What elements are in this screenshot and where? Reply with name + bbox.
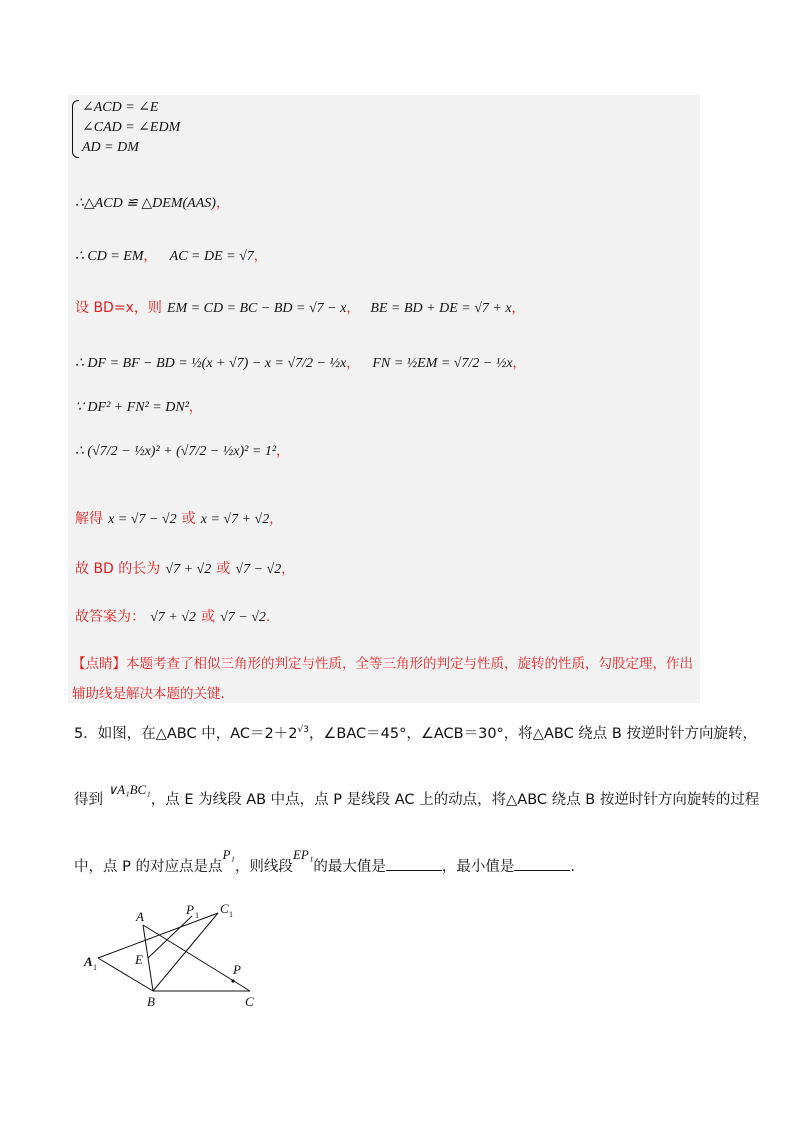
congruent-line xyxy=(75,192,229,212)
q-line2-sym: ∨A₁BC₁ xyxy=(107,782,151,797)
solve-line xyxy=(75,508,282,528)
segment-a1b xyxy=(98,958,153,991)
fn-punc: ， xyxy=(512,356,526,371)
label-p1-sub: 1 xyxy=(195,911,199,920)
cd-em-line xyxy=(75,245,267,265)
q-line1-b: ，∠BAC＝45°，∠ACB＝30°，将△ABC 绕点 B 按逆时针方向旋转， xyxy=(308,726,757,742)
because-punc: ， xyxy=(188,400,202,415)
q-line3-a: 中，点 P 的对应点是点 xyxy=(74,859,223,875)
label-a1-sub: 1 xyxy=(93,963,97,972)
square-line xyxy=(75,440,289,460)
ac-de-punc: ， xyxy=(253,249,267,264)
solve-x1: x = √7 − √2 xyxy=(108,512,177,527)
q-line2-a: 得到 xyxy=(74,792,103,808)
label-c: C xyxy=(245,994,254,1009)
cd-em-punc: ， xyxy=(143,249,157,264)
q-line3-b: ，则线段 xyxy=(234,859,293,875)
q-line3-d: ，最小值是 xyxy=(441,859,515,875)
be-expr: BE = BD + DE = √7 + x xyxy=(370,301,512,316)
system-line-1: ∠ACD = ∠E xyxy=(82,100,159,115)
be-punc: ， xyxy=(511,301,525,316)
bd-label: 故 BD 的长为 xyxy=(75,561,161,577)
congruent-expr: ∴△ACD ≌ △DEM(AAS) xyxy=(75,196,216,211)
q-line2-b: ，点 E 为线段 AB 中点，点 P 是线段 AC 上的动点，将△ABC 绕点 B 按逆时针方向旋转的过程 xyxy=(150,792,760,808)
df-expr: ∴ DF = BF − BD = ½(x + √7) − x = √7/2 − ½x xyxy=(75,356,347,371)
square-punc: ， xyxy=(276,444,290,459)
label-p: P xyxy=(233,962,241,977)
or-1: 或 xyxy=(181,511,196,527)
label-a: A xyxy=(136,909,144,924)
bd-punc: ， xyxy=(281,562,295,577)
em-punc: ， xyxy=(346,301,360,316)
ans-punc: . xyxy=(265,610,271,625)
solve-x2: x = √7 + √2 xyxy=(200,512,270,527)
segment-a1c1 xyxy=(98,913,218,958)
ans-v1: √7 + √2 xyxy=(150,610,196,625)
bd-v1: √7 + √2 xyxy=(165,562,212,577)
system-line-2: ∠CAD = ∠EDM xyxy=(82,120,181,135)
ans-v2: √7 − √2 xyxy=(220,610,266,625)
label-c1-sub: 1 xyxy=(229,910,233,919)
fn-expr: FN = ½EM = √7/2 − ½x xyxy=(372,356,513,371)
system-brace xyxy=(72,100,79,158)
or-2: 或 xyxy=(216,561,231,577)
label-p1: P xyxy=(186,902,194,917)
question-line-1 xyxy=(74,722,757,743)
label-b: B xyxy=(147,994,155,1009)
because-line xyxy=(75,396,202,416)
question-line-2 xyxy=(74,782,760,809)
df-line xyxy=(75,352,526,372)
label-a1: A xyxy=(84,954,93,969)
or-3: 或 xyxy=(201,609,216,625)
bd-v2: √7 − √2 xyxy=(235,562,282,577)
set-line xyxy=(75,297,525,317)
answer-line xyxy=(75,606,270,626)
solve-punc: ， xyxy=(269,512,283,527)
label-e: E xyxy=(135,952,143,967)
df-punc: ， xyxy=(346,356,360,371)
max-blank xyxy=(386,858,442,871)
em-expr: EM = CD = BC − BD = √7 − x xyxy=(166,301,347,316)
solve-label: 解得 xyxy=(75,511,103,527)
q-line3-p1: P₁ xyxy=(222,847,235,862)
q-line1-a: 5．如图，在△ABC 中，AC＝2＋2 xyxy=(74,726,298,742)
q-line3-ep: EP₁ xyxy=(292,847,314,862)
rotation-figure xyxy=(80,900,300,1025)
answer-label: 故答案为： xyxy=(75,609,145,625)
because-expr: ∵ DF² + FN² = DN² xyxy=(75,400,189,415)
set-label: 设 BD=x，则 xyxy=(75,300,162,316)
q-line3-e: . xyxy=(570,859,575,875)
system-line-3: AD = DM xyxy=(82,140,139,155)
square-expr: ∴ (√7/2 − ½x)² + (√7/2 − ½x)² = 1² xyxy=(75,444,277,459)
question-line-3 xyxy=(74,847,575,876)
cd-em-expr: ∴ CD = EM xyxy=(75,249,144,264)
comment-line-2: 辅助线是解决本题的关键. xyxy=(72,686,225,702)
min-blank xyxy=(514,858,570,871)
point-p-dot xyxy=(231,979,234,982)
ac-de-expr: AC = DE = √7 xyxy=(169,249,254,264)
bd-line xyxy=(75,558,294,578)
comment-line-1: 【点睛】本题考查了相似三角形的判定与性质，全等三角形的判定与性质，旋转的性质，勾股定理，作出 xyxy=(72,656,693,672)
q-line3-c: 的最大值是 xyxy=(313,859,386,875)
congruent-punc: ， xyxy=(215,196,229,211)
label-c1: C xyxy=(220,901,229,916)
q-line1-sup: √3 xyxy=(297,725,309,736)
